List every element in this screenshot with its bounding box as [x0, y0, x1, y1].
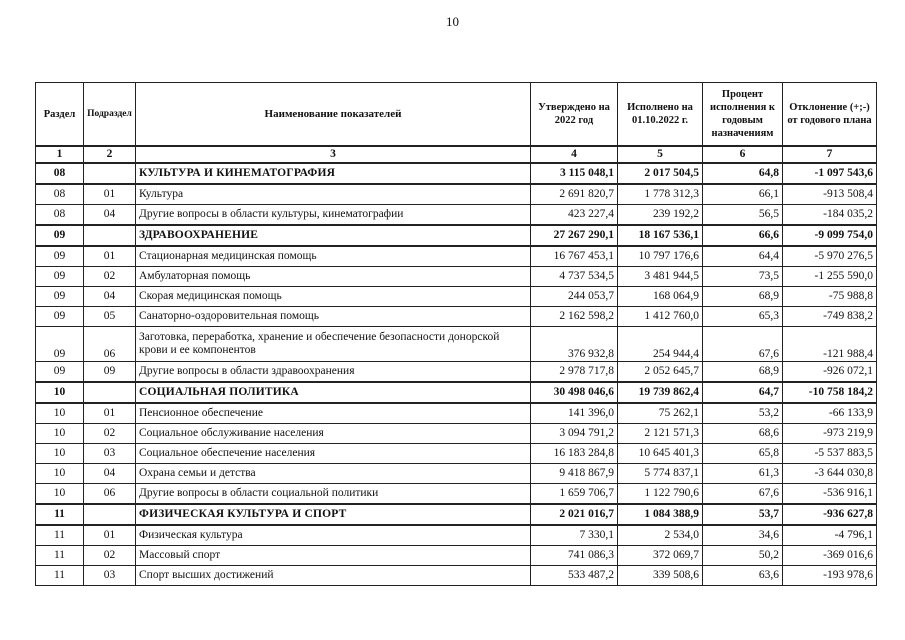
approved-amount-cell: 7 330,1	[531, 525, 618, 546]
section-code-cell: 09	[36, 327, 84, 362]
execution-percent-cell: 53,7	[703, 504, 783, 525]
section-code-cell: 10	[36, 403, 84, 424]
indicator-name-cell: Культура	[136, 184, 531, 205]
table-row	[36, 444, 877, 464]
execution-percent-cell: 67,6	[703, 484, 783, 505]
executed-amount-cell: 10 797 176,6	[618, 246, 703, 267]
executed-amount-cell: 5 774 837,1	[618, 464, 703, 484]
budget-execution-table	[35, 82, 877, 586]
column-number: 6	[703, 146, 783, 163]
header-approved: Утверждено на 2022 год	[531, 83, 618, 147]
indicator-name-cell: ФИЗИЧЕСКАЯ КУЛЬТУРА И СПОРТ	[136, 504, 531, 525]
table-body	[36, 163, 877, 586]
table-row	[36, 546, 877, 566]
deviation-cell: -193 978,6	[783, 566, 877, 586]
table-row	[36, 205, 877, 226]
header-executed: Исполнено на 01.10.2022 г.	[618, 83, 703, 147]
section-code-cell: 09	[36, 287, 84, 307]
approved-amount-cell: 9 418 867,9	[531, 464, 618, 484]
approved-amount-cell: 30 498 046,6	[531, 382, 618, 403]
execution-percent-cell: 64,8	[703, 163, 783, 184]
table-row	[36, 484, 877, 505]
deviation-cell: -121 988,4	[783, 327, 877, 362]
approved-amount-cell: 1 659 706,7	[531, 484, 618, 505]
approved-amount-cell: 2 691 820,7	[531, 184, 618, 205]
page-number: 10	[446, 14, 459, 29]
section-code-cell: 09	[36, 225, 84, 246]
execution-percent-cell: 73,5	[703, 267, 783, 287]
table-row	[36, 362, 877, 383]
subsection-code-cell: 02	[84, 546, 136, 566]
section-code-cell: 09	[36, 307, 84, 327]
execution-percent-cell: 68,9	[703, 362, 783, 383]
executed-amount-cell: 3 481 944,5	[618, 267, 703, 287]
subsection-code-cell	[84, 382, 136, 403]
section-code-cell: 09	[36, 246, 84, 267]
subsection-code-cell: 06	[84, 327, 136, 362]
indicator-name-cell: Охрана семьи и детства	[136, 464, 531, 484]
column-number: 5	[618, 146, 703, 163]
indicator-name-cell: Физическая культура	[136, 525, 531, 546]
subsection-code-cell: 01	[84, 525, 136, 546]
deviation-cell: -973 219,9	[783, 424, 877, 444]
approved-amount-cell: 423 227,4	[531, 205, 618, 226]
deviation-cell: -936 627,8	[783, 504, 877, 525]
subsection-code-cell	[84, 225, 136, 246]
subsection-code-cell: 01	[84, 403, 136, 424]
section-code-cell: 11	[36, 525, 84, 546]
executed-amount-cell: 254 944,4	[618, 327, 703, 362]
indicator-name-cell: СОЦИАЛЬНАЯ ПОЛИТИКА	[136, 382, 531, 403]
approved-amount-cell: 27 267 290,1	[531, 225, 618, 246]
execution-percent-cell: 65,3	[703, 307, 783, 327]
executed-amount-cell: 1 084 388,9	[618, 504, 703, 525]
table-row	[36, 267, 877, 287]
execution-percent-cell: 65,8	[703, 444, 783, 464]
executed-amount-cell: 2 534,0	[618, 525, 703, 546]
approved-amount-cell: 376 932,8	[531, 327, 618, 362]
deviation-cell: -3 644 030,8	[783, 464, 877, 484]
subsection-code-cell: 02	[84, 424, 136, 444]
section-code-cell: 10	[36, 464, 84, 484]
subsection-code-cell: 01	[84, 184, 136, 205]
subsection-code-cell: 05	[84, 307, 136, 327]
executed-amount-cell: 75 262,1	[618, 403, 703, 424]
approved-amount-cell: 2 162 598,2	[531, 307, 618, 327]
executed-amount-cell: 372 069,7	[618, 546, 703, 566]
subsection-code-cell	[84, 163, 136, 184]
deviation-cell: -926 072,1	[783, 362, 877, 383]
section-code-cell: 11	[36, 546, 84, 566]
executed-amount-cell: 2 052 645,7	[618, 362, 703, 383]
executed-amount-cell: 2 017 504,5	[618, 163, 703, 184]
column-number: 3	[136, 146, 531, 163]
executed-amount-cell: 18 167 536,1	[618, 225, 703, 246]
executed-amount-cell: 339 508,6	[618, 566, 703, 586]
table-row	[36, 327, 877, 362]
section-code-cell: 08	[36, 205, 84, 226]
subsection-code-cell: 06	[84, 484, 136, 505]
deviation-cell: -536 916,1	[783, 484, 877, 505]
table-row	[36, 424, 877, 444]
subsection-code-cell: 03	[84, 444, 136, 464]
section-code-cell: 10	[36, 424, 84, 444]
executed-amount-cell: 168 064,9	[618, 287, 703, 307]
table-row	[36, 464, 877, 484]
table-row	[36, 287, 877, 307]
subsection-code-cell: 09	[84, 362, 136, 383]
execution-percent-cell: 53,2	[703, 403, 783, 424]
execution-percent-cell: 66,6	[703, 225, 783, 246]
deviation-cell: -75 988,8	[783, 287, 877, 307]
deviation-cell: -1 255 590,0	[783, 267, 877, 287]
section-code-cell: 08	[36, 163, 84, 184]
indicator-name-cell: Амбулаторная помощь	[136, 267, 531, 287]
subsection-code-cell: 03	[84, 566, 136, 586]
approved-amount-cell: 4 737 534,5	[531, 267, 618, 287]
deviation-cell: -184 035,2	[783, 205, 877, 226]
deviation-cell: -749 838,2	[783, 307, 877, 327]
approved-amount-cell: 16 183 284,8	[531, 444, 618, 464]
section-code-cell: 09	[36, 267, 84, 287]
indicator-name-cell: Другие вопросы в области культуры, кинематографии	[136, 205, 531, 226]
approved-amount-cell: 16 767 453,1	[531, 246, 618, 267]
deviation-cell: -9 099 754,0	[783, 225, 877, 246]
approved-amount-cell: 741 086,3	[531, 546, 618, 566]
section-code-cell: 10	[36, 484, 84, 505]
executed-amount-cell: 2 121 571,3	[618, 424, 703, 444]
table-row	[36, 184, 877, 205]
table-row	[36, 246, 877, 267]
subsection-code-cell: 04	[84, 287, 136, 307]
deviation-cell: -5 537 883,5	[783, 444, 877, 464]
executed-amount-cell: 1 412 760,0	[618, 307, 703, 327]
indicator-name-cell: Скорая медицинская помощь	[136, 287, 531, 307]
table-row	[36, 403, 877, 424]
section-total-row	[36, 163, 877, 184]
indicator-name-cell: Другие вопросы в области социальной политики	[136, 484, 531, 505]
table-row	[36, 525, 877, 546]
section-total-row	[36, 504, 877, 525]
deviation-cell: -10 758 184,2	[783, 382, 877, 403]
subsection-code-cell: 01	[84, 246, 136, 267]
deviation-cell: -5 970 276,5	[783, 246, 877, 267]
section-code-cell: 11	[36, 566, 84, 586]
execution-percent-cell: 34,6	[703, 525, 783, 546]
indicator-name-cell: ЗДРАВООХРАНЕНИЕ	[136, 225, 531, 246]
approved-amount-cell: 3 094 791,2	[531, 424, 618, 444]
subsection-code-cell: 02	[84, 267, 136, 287]
section-total-row	[36, 382, 877, 403]
column-number: 4	[531, 146, 618, 163]
section-code-cell: 10	[36, 444, 84, 464]
execution-percent-cell: 68,6	[703, 424, 783, 444]
column-number: 1	[36, 146, 84, 163]
indicator-name-cell: КУЛЬТУРА И КИНЕМАТОГРАФИЯ	[136, 163, 531, 184]
deviation-cell: -66 133,9	[783, 403, 877, 424]
header-name: Наименование показателей	[136, 83, 531, 147]
header-deviation: Отклонение (+;-) от годового плана	[783, 83, 877, 147]
approved-amount-cell: 533 487,2	[531, 566, 618, 586]
execution-percent-cell: 67,6	[703, 327, 783, 362]
indicator-name-cell: Другие вопросы в области здравоохранения	[136, 362, 531, 383]
approved-amount-cell: 141 396,0	[531, 403, 618, 424]
indicator-name-cell: Стационарная медицинская помощь	[136, 246, 531, 267]
deviation-cell: -4 796,1	[783, 525, 877, 546]
approved-amount-cell: 2 021 016,7	[531, 504, 618, 525]
approved-amount-cell: 244 053,7	[531, 287, 618, 307]
subsection-code-cell: 04	[84, 464, 136, 484]
table-header	[36, 83, 877, 164]
execution-percent-cell: 63,6	[703, 566, 783, 586]
executed-amount-cell: 19 739 862,4	[618, 382, 703, 403]
section-code-cell: 08	[36, 184, 84, 205]
indicator-name-cell: Массовый спорт	[136, 546, 531, 566]
table-row	[36, 566, 877, 586]
column-number: 7	[783, 146, 877, 163]
header-percent: Процент исполнения к годовым назначениям	[703, 83, 783, 147]
executed-amount-cell: 239 192,2	[618, 205, 703, 226]
header-section: Раздел	[36, 83, 84, 147]
indicator-name-cell: Пенсионное обеспечение	[136, 403, 531, 424]
subsection-code-cell: 04	[84, 205, 136, 226]
indicator-name-cell: Заготовка, переработка, хранение и обеспечение безопасности донорской крови и ее компонентов	[136, 327, 531, 362]
table-row	[36, 307, 877, 327]
execution-percent-cell: 56,5	[703, 205, 783, 226]
execution-percent-cell: 66,1	[703, 184, 783, 205]
deviation-cell: -913 508,4	[783, 184, 877, 205]
subsection-code-cell	[84, 504, 136, 525]
indicator-name-cell: Санаторно-оздоровительная помощь	[136, 307, 531, 327]
execution-percent-cell: 50,2	[703, 546, 783, 566]
execution-percent-cell: 64,7	[703, 382, 783, 403]
column-number: 2	[84, 146, 136, 163]
executed-amount-cell: 10 645 401,3	[618, 444, 703, 464]
execution-percent-cell: 64,4	[703, 246, 783, 267]
section-code-cell: 11	[36, 504, 84, 525]
execution-percent-cell: 68,9	[703, 287, 783, 307]
section-total-row	[36, 225, 877, 246]
indicator-name-cell: Социальное обеспечение населения	[136, 444, 531, 464]
approved-amount-cell: 2 978 717,8	[531, 362, 618, 383]
executed-amount-cell: 1 778 312,3	[618, 184, 703, 205]
approved-amount-cell: 3 115 048,1	[531, 163, 618, 184]
indicator-name-cell: Спорт высших достижений	[136, 566, 531, 586]
column-number-row	[36, 146, 877, 163]
executed-amount-cell: 1 122 790,6	[618, 484, 703, 505]
deviation-cell: -369 016,6	[783, 546, 877, 566]
header-subsection: Подраздел	[84, 83, 136, 147]
section-code-cell: 09	[36, 362, 84, 383]
indicator-name-cell: Социальное обслуживание населения	[136, 424, 531, 444]
execution-percent-cell: 61,3	[703, 464, 783, 484]
deviation-cell: -1 097 543,6	[783, 163, 877, 184]
section-code-cell: 10	[36, 382, 84, 403]
